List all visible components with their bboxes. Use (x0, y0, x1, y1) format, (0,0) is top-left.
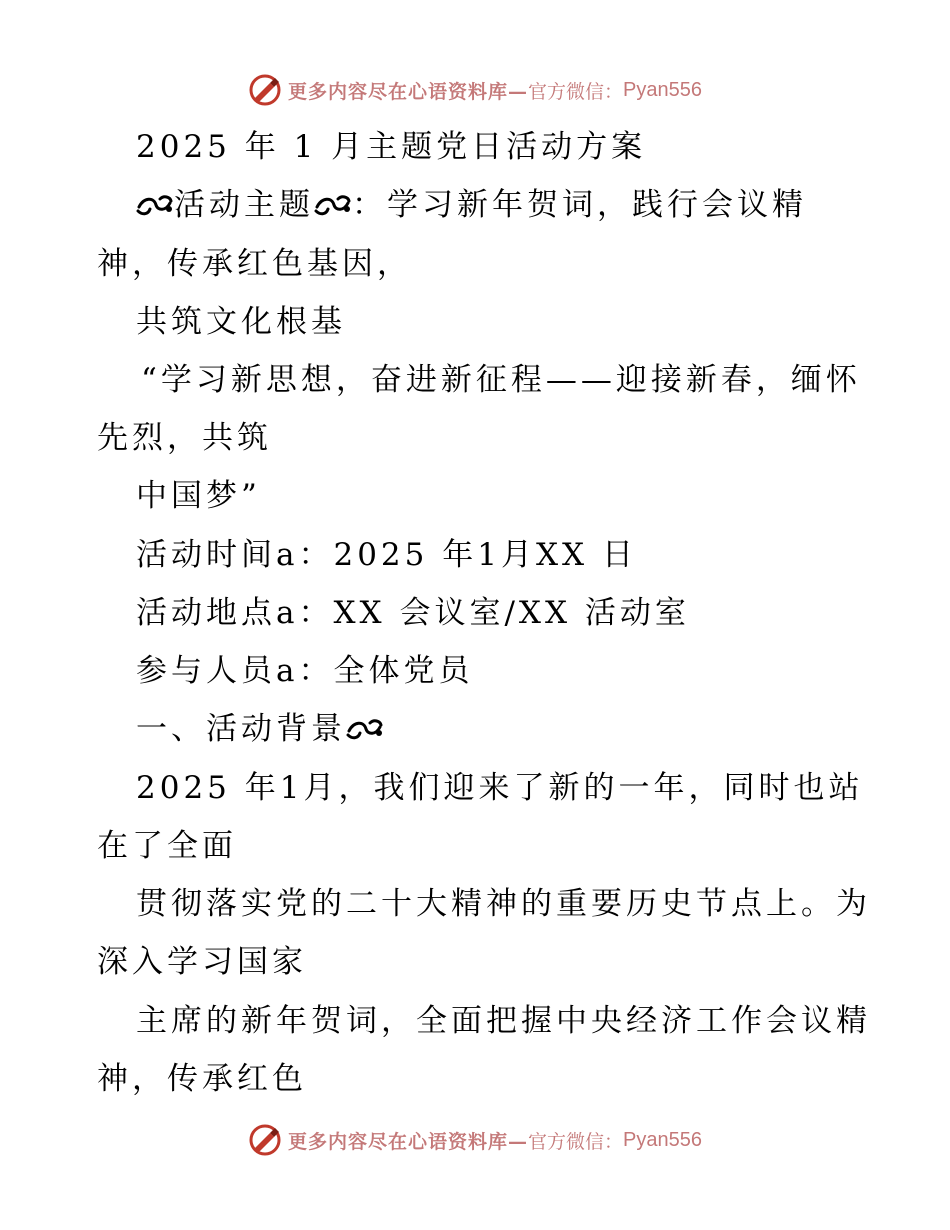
banner-text: 更多内容尽在心语资料库— (288, 1130, 529, 1153)
paragraph-line: 神，传承红色 (97, 1061, 307, 1097)
document-title: 2025 年 1 月主题党日活动方案 (136, 129, 647, 165)
ornament-icon (314, 193, 352, 217)
paragraph-line: 主席的新年贺词，全面把握中央经济工作会议精 (136, 1003, 871, 1039)
section-heading-text: 一、活动背景 (136, 711, 346, 747)
ornament-icon (346, 717, 384, 741)
slogan-line: “学习新思想，奋进新征程——迎接新春，缅怀 (141, 362, 861, 398)
pen-logo-icon (248, 73, 282, 107)
theme-text-cont: 共筑文化根基 (136, 304, 346, 340)
activity-participants: 参与人员a：全体党员 (136, 653, 474, 689)
footer-banner (0, 1120, 950, 1160)
banner-text: 更多内容尽在心语资料库— (288, 80, 529, 103)
paragraph-line: 贯彻落实党的二十大精神的重要历史节点上。为 (136, 886, 871, 922)
slogan-line: 先烈，共筑 (97, 420, 272, 456)
theme-text: ：学习新年贺词，践行会议精 (352, 187, 807, 223)
ornament-icon (136, 193, 174, 217)
paragraph-line: 2025 年1月，我们迎来了新的一年，同时也站 (136, 770, 864, 806)
theme-label: 活动主题 (174, 187, 314, 223)
theme-text-cont: 神，传承红色基因， (97, 246, 412, 282)
paragraph-line: 在了全面 (97, 828, 237, 864)
slogan-line: 中国梦” (136, 478, 261, 514)
banner-wechat-label: 官方微信： (528, 1130, 624, 1153)
banner-wechat-label: 官方微信： (528, 80, 624, 103)
theme-line (136, 185, 807, 225)
activity-time: 活动时间a：2025 年1月XX 日 (136, 537, 637, 573)
section-heading (136, 709, 384, 749)
pen-logo-icon (248, 1123, 282, 1157)
banner-wechat-id: Pyan556 (623, 1128, 702, 1151)
paragraph-line: 深入学习国家 (97, 944, 307, 980)
header-banner (0, 70, 950, 110)
banner-wechat-id: Pyan556 (623, 78, 702, 101)
activity-place: 活动地点a：XX 会议室/XX 活动室 (136, 595, 690, 631)
